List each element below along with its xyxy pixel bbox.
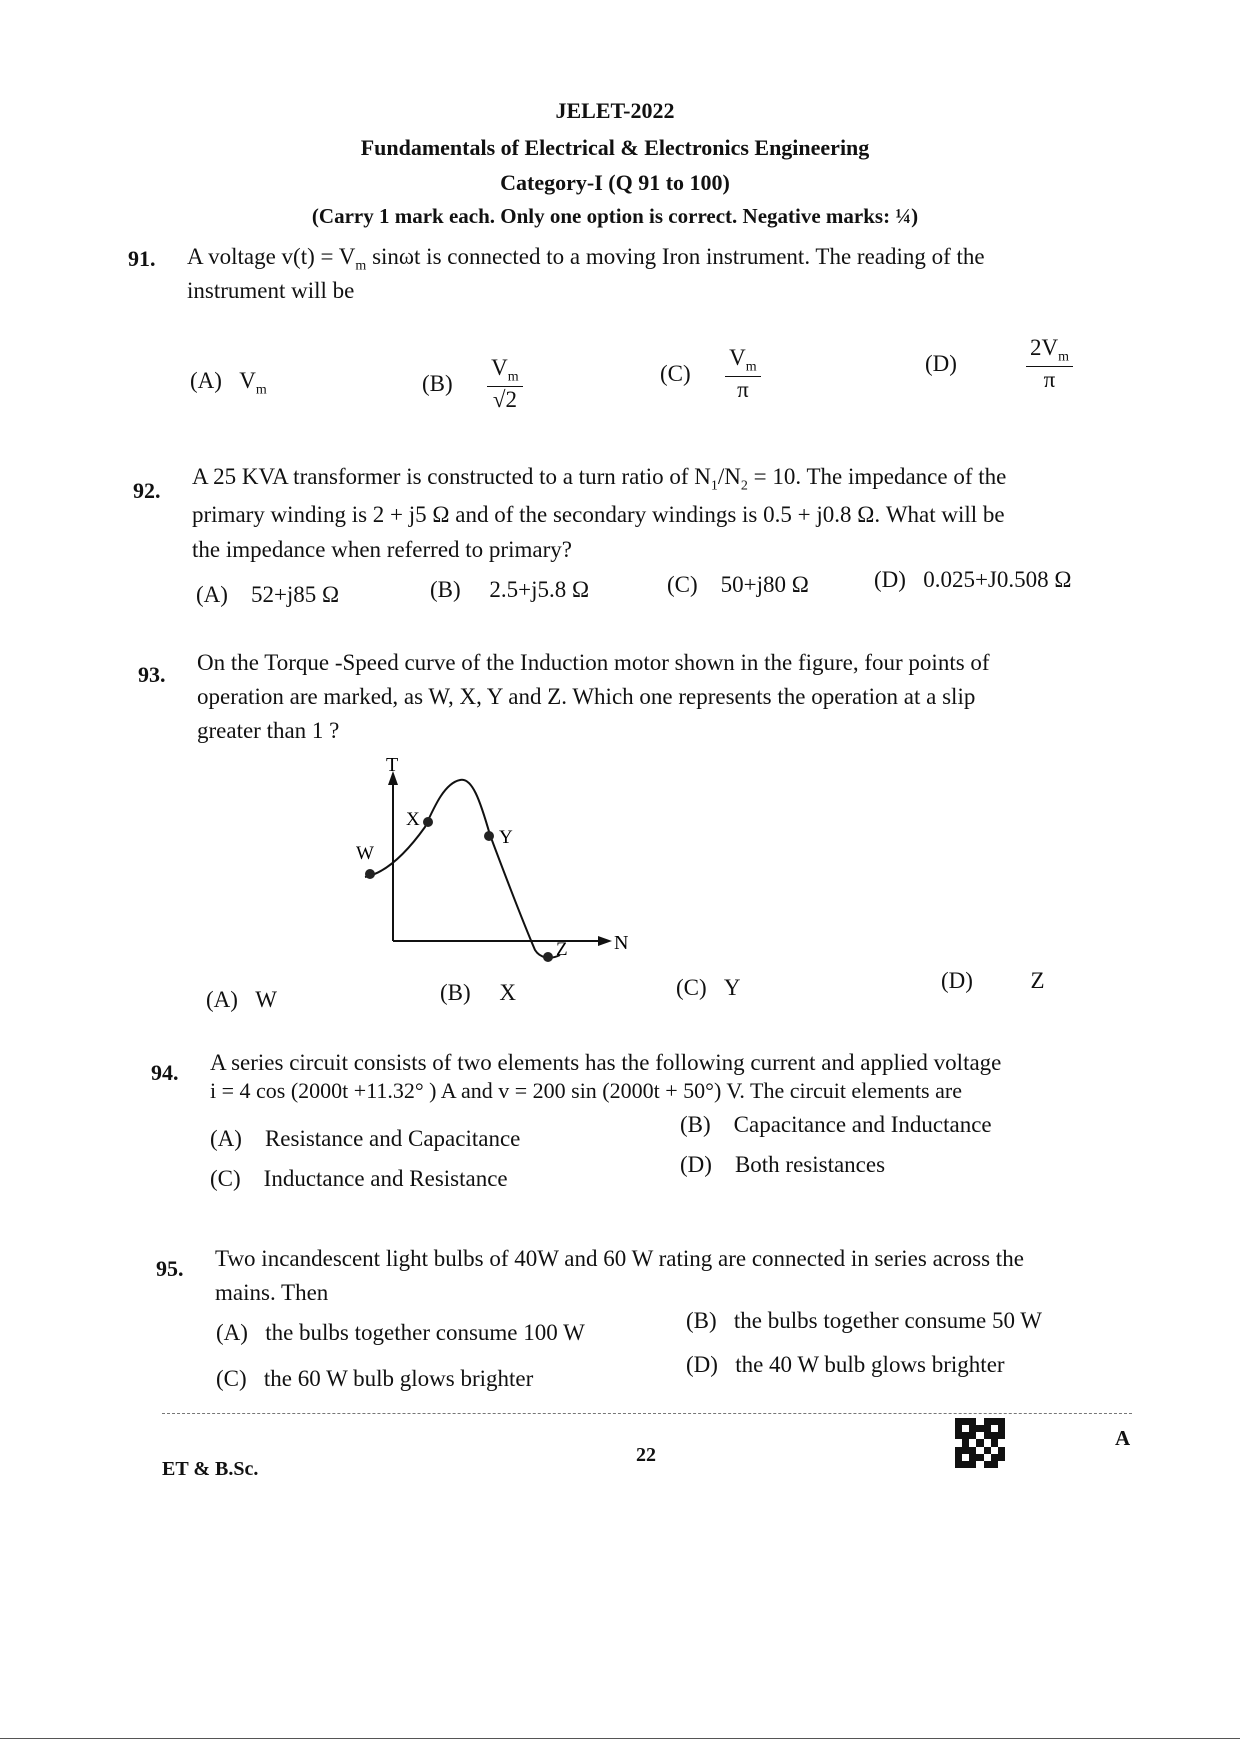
question-text: i = 4 cos (2000t +11.32° ) A and v = 200 sin (2000t + 50°) V. The circuit elements are [210, 1078, 962, 1103]
label-x: X [406, 809, 420, 830]
set-code: A [1115, 1426, 1131, 1450]
option-d: (D) Both resistances [680, 1152, 886, 1177]
label-y: Y [499, 827, 513, 848]
label-z: Z [556, 939, 568, 960]
footer-divider [162, 1413, 1132, 1414]
category-title: Category-I (Q 91 to 100) [500, 170, 730, 195]
torque-speed-figure [340, 755, 650, 975]
question-number: 92. [133, 478, 161, 503]
footer-course: ET & B.Sc. [162, 1458, 259, 1480]
point-x [423, 817, 433, 827]
question-text: On the Torque -Speed curve of the Induction motor shown in the figure, four points of [197, 650, 990, 675]
option-d: (D) Z [941, 968, 1045, 993]
torque-speed-curve [365, 780, 560, 958]
option-a: (A) $V_m$ [190, 368, 267, 398]
point-y [484, 831, 494, 841]
option-b: (B) 2.5+j5.8 Ω [430, 577, 590, 602]
option-a: (A) W [206, 987, 277, 1012]
option-d: (D) the 40 W bulb glows brighter [686, 1352, 1005, 1377]
scan-edge-line [0, 1738, 1240, 1739]
point-z [543, 952, 553, 962]
question-number: 95. [156, 1256, 184, 1281]
point-w [365, 869, 375, 879]
option-a: (A) 52+j85 Ω [196, 582, 340, 607]
question-number: 91. [128, 246, 156, 271]
option-c: (C) Inductance and Resistance [210, 1166, 508, 1191]
question-text: A voltage $v(t) = V_m$ sinωt is connected to a moving Iron instrument. The reading of the [187, 244, 985, 274]
question-number: 94. [151, 1060, 179, 1085]
option-b: (B) $\frac{V_m}{√2}$ [422, 355, 523, 413]
exam-title: JELET-2022 [555, 98, 675, 123]
question-text: mains. Then [215, 1280, 329, 1305]
question-text: primary winding is 2 + j5 Ω and of the secondary windings is 0.5 + j0.8 Ω. What will be [192, 502, 1005, 527]
option-d: (D) $\frac{2V_m}{\pi}$ [925, 335, 1073, 393]
question-text: operation are marked, as W, X, Y and Z. Which one represents the operation at a slip [197, 684, 976, 709]
question-text: instrument will be [187, 278, 355, 303]
x-axis-arrow [598, 936, 612, 946]
question-text: A 25 KVA transformer is constructed to a turn ratio of $N_1/N_2 = 10$. The impedance of the [192, 464, 1007, 494]
option-b: (B) Capacitance and Inductance [680, 1112, 992, 1137]
option-b: (B) X [440, 980, 517, 1005]
option-b: (B) the bulbs together consume 50 W [686, 1308, 1043, 1333]
option-a: (A) the bulbs together consume 100 W [216, 1320, 585, 1345]
option-c: (C) $\frac{V_m}{\pi}$ [660, 345, 761, 403]
x-axis-label: N [614, 932, 629, 954]
question-text: greater than 1 ? [197, 718, 340, 743]
option-c: (C) 50+j80 Ω [667, 572, 809, 597]
subject-title: Fundamentals of Electrical & Electronics Engineering [360, 135, 870, 160]
option-c: (C) the 60 W bulb glows brighter [216, 1366, 534, 1391]
question-number: 93. [138, 662, 166, 687]
y-axis-label: T [386, 755, 399, 776]
label-w: W [356, 843, 374, 864]
instructions: (Carry 1 mark each. Only one option is correct. Negative marks: ¼) [311, 204, 919, 228]
page-number: 22 [636, 1444, 656, 1466]
question-text: the impedance when referred to primary? [192, 537, 572, 562]
option-c: (C) Y [676, 975, 741, 1000]
question-text: Two incandescent light bulbs of 40W and 60 W rating are connected in series across the [215, 1246, 1024, 1271]
option-a: (A) Resistance and Capacitance [210, 1126, 521, 1151]
qr-code-icon [955, 1418, 1005, 1468]
question-text: A series circuit consists of two elements has the following current and applied voltage [210, 1050, 1002, 1075]
option-d: (D) 0.025+J0.508 Ω [874, 567, 1072, 592]
